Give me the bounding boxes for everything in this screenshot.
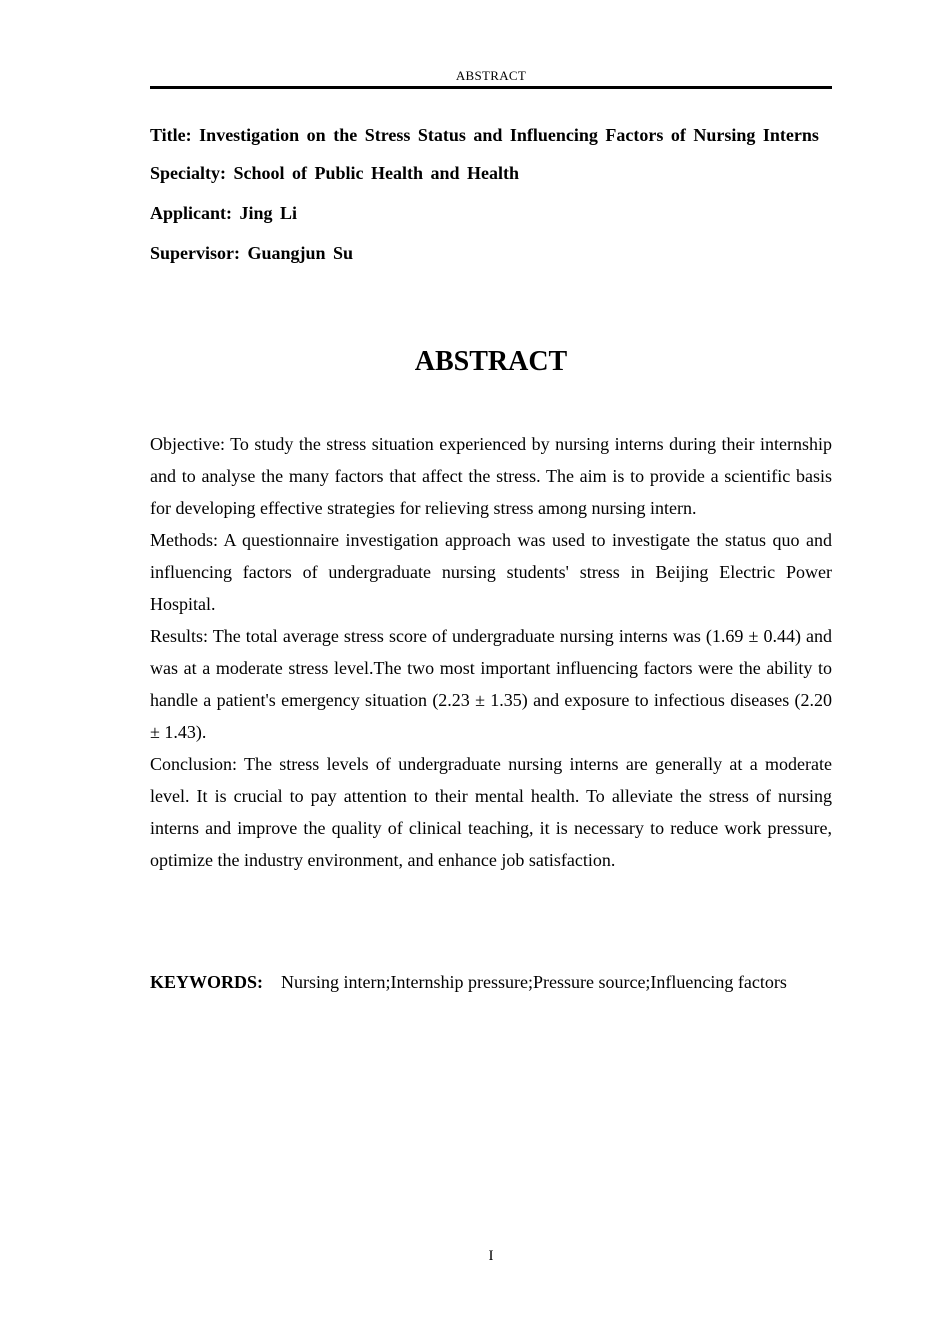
conclusion-paragraph: Conclusion: The stress levels of undergraduate nursing interns are generally at a moderate level. It is crucial to pay attention to their mental health. To alleviate the stress of nursing interns and improve the quality of clinical teaching, it is necessary to reduce work pressure, optimize the industry environment, and enhance job satisfaction. <box>150 754 832 870</box>
abstract-heading: ABSTRACT <box>414 346 568 377</box>
title-value: Investigation on the Stress Status and Influencing Factors of Nursing Interns <box>199 125 819 145</box>
keywords-label: KEYWORDS: <box>150 972 264 992</box>
applicant-label: Applicant: <box>150 203 233 223</box>
page-number: I <box>488 1248 494 1264</box>
keywords-section <box>150 966 832 998</box>
specialty-line <box>150 161 832 185</box>
objective-paragraph: Objective: To study the stress situation experienced by nursing interns during their internship and to analyse the many factors that affect the stress. The aim is to provide a scientific basis for developing effective strategies for relieving stress among nursing intern. <box>150 434 832 518</box>
supervisor-line <box>150 241 832 265</box>
supervisor-value: Guangjun Su <box>247 243 354 263</box>
supervisor-label: Supervisor: <box>150 243 240 263</box>
title-label: Title: <box>150 125 192 145</box>
methods-paragraph: Methods: A questionnaire investigation approach was used to investigate the status quo and influencing factors of undergraduate nursing students' stress in Beijing Electric Power Hospital. <box>150 530 832 614</box>
specialty-label: Specialty: <box>150 163 226 183</box>
abstract-body <box>150 428 832 876</box>
applicant-value: Jing Li <box>239 203 298 223</box>
keywords-value: Nursing intern;Internship pressure;Pressure source;Influencing factors <box>281 972 787 992</box>
results-paragraph: Results: The total average stress score of undergraduate nursing interns was (1.69 ± 0.44) and was at a moderate stress level.The two most important influencing factors were the ability to handle a patient's emergency situation (2.23 ± 1.35) and exposure to infectious diseases (2.20 ± 1.43). <box>150 626 832 742</box>
specialty-value: School of Public Health and Health <box>233 163 520 183</box>
title-line <box>150 121 832 150</box>
thesis-metadata <box>150 121 832 281</box>
applicant-line <box>150 201 832 225</box>
running-header: ABSTRACT <box>455 68 527 83</box>
header-rule <box>150 86 832 89</box>
